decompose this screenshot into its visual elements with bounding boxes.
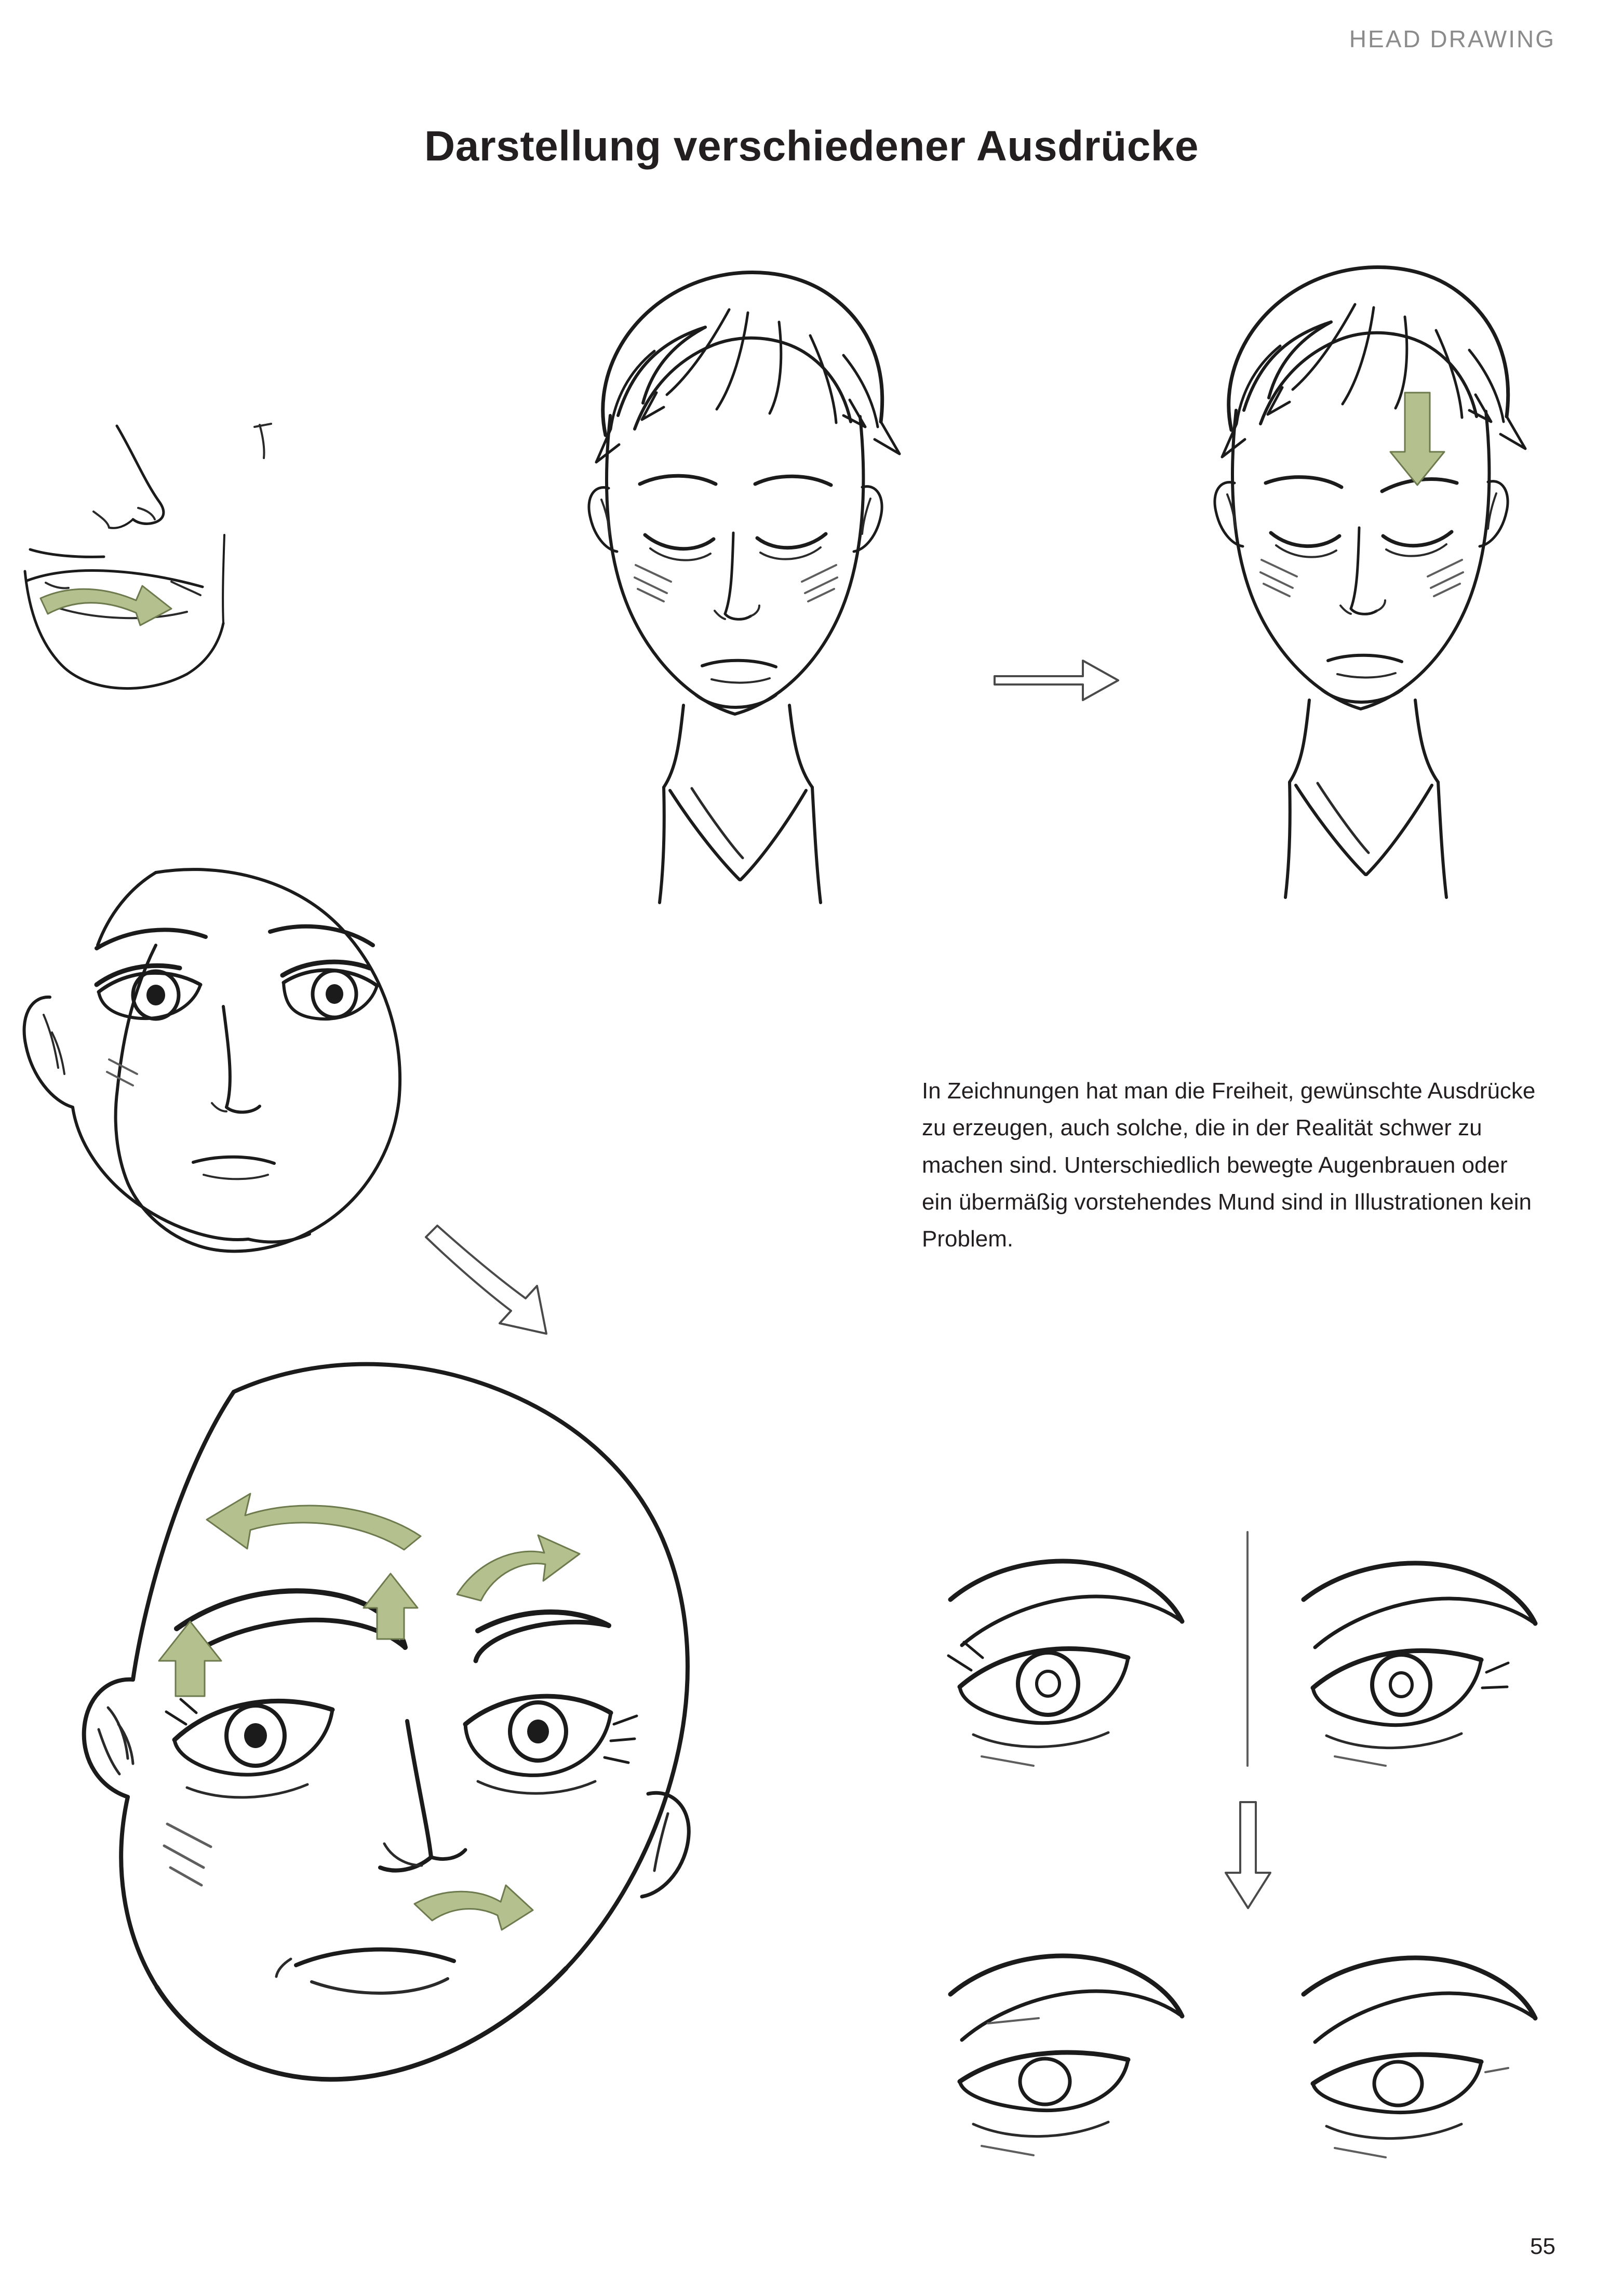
transition-arrow-icon bbox=[989, 649, 1124, 711]
running-head: HEAD DRAWING bbox=[1349, 25, 1555, 52]
body-text-block bbox=[922, 1072, 1540, 1257]
figure-head-front-brow-down bbox=[1124, 239, 1613, 924]
figure-mouth-detail bbox=[16, 415, 348, 737]
body-paragraph: In Zeichnungen hat man die Freiheit, gewünschte Ausdrücke zu erzeugen, auch solche, die in der Realität schwer zu machen sind. Unterschiedlich bewegte Augenbrauen oder ein übermäßig vorstehendes Mund sind in Illustrationen kein Problem. bbox=[922, 1078, 1536, 1252]
figure-eye-studies bbox=[930, 1522, 1589, 2197]
page-title: Darstellung verschiedener Ausdrücke bbox=[424, 122, 1199, 170]
figure-head-tilted-large bbox=[21, 1262, 945, 2238]
figure-head-front-neutral bbox=[499, 244, 987, 930]
page-number: 55 bbox=[1530, 2234, 1555, 2259]
